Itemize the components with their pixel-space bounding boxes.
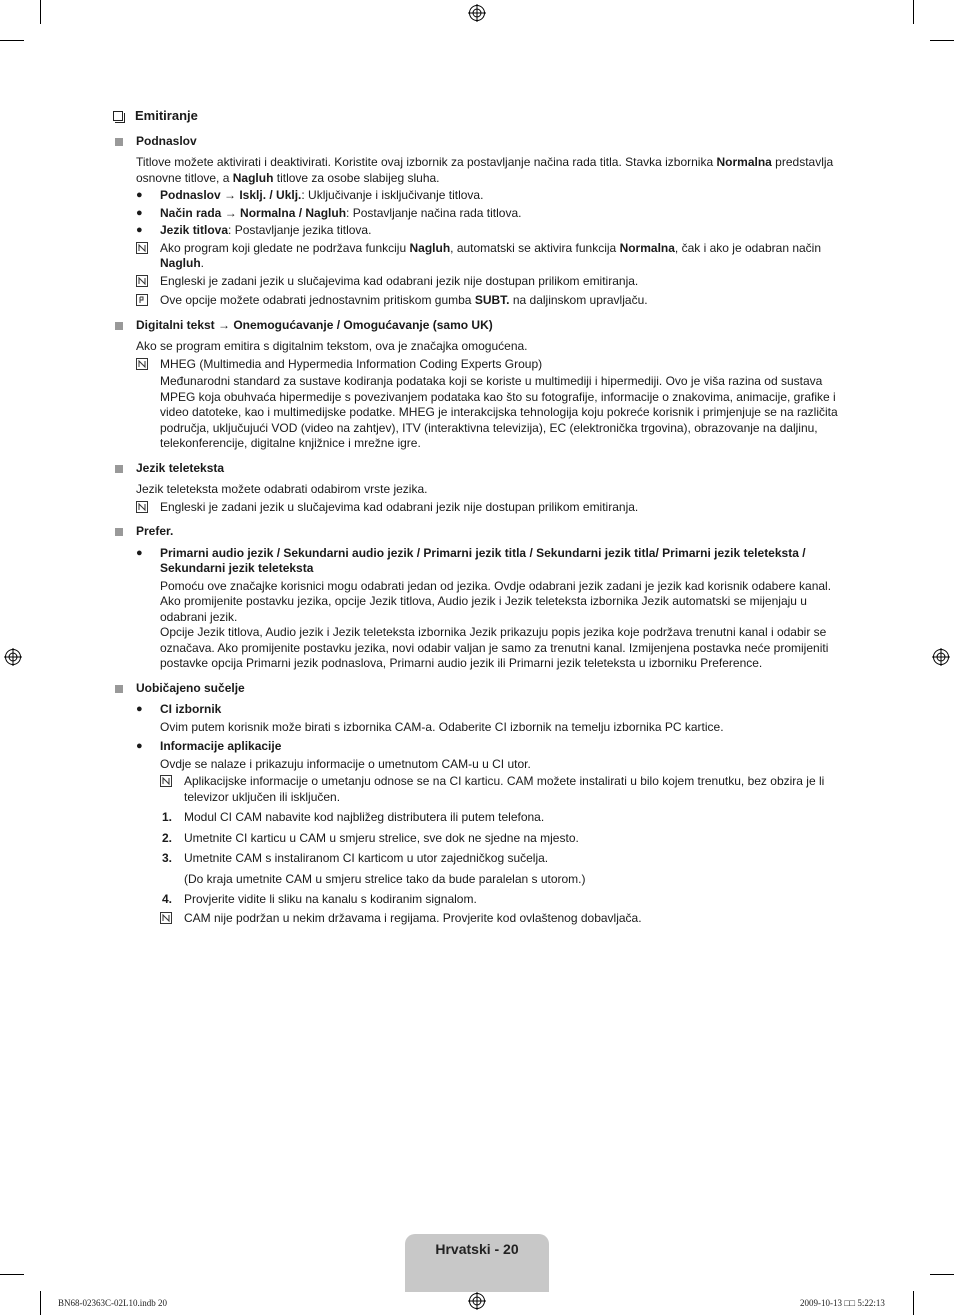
tip-item: Ove opcije možete odabrati jednostavnim pritiskom gumba SUBT. na daljinskom upravljaču. bbox=[136, 293, 847, 309]
paragraph: Jezik teleteksta možete odabrati odabirom vrste jezika. bbox=[136, 482, 428, 496]
print-slug-left: BN68-02363C-02L10.indb 20 bbox=[58, 1298, 167, 1308]
note-item: Engleski je zadani jezik u slučajevima kad odabrani jezik nije dostupan prilikom emitiranja. bbox=[136, 500, 847, 516]
note-item: MHEG (Multimedia and Hypermedia Information Coding Experts Group) bbox=[136, 357, 847, 373]
paragraph: Titlove možete aktivirati i deaktivirati. Koristite ovaj izbornik za postavljanje načina rada titla. Stavka izbornika Normalna predstavlja osnovne titlove, a Nagluh titlove za osobe slabijeg sluha. bbox=[136, 155, 834, 185]
list-item: ● CI izbornik bbox=[136, 702, 222, 716]
note-icon bbox=[136, 275, 148, 287]
paragraph: Ovdje se nalaze i prikazuju informacije o umetnutom CAM-u u CI utor. bbox=[160, 756, 531, 771]
paragraph: Međunarodni standard za sustave kodiranja podataka koji se koriste u multimediji i hipermediji. Ovo je viša razina od sustava MPEG koja obuhvaća hipermedije s povezivanjem podataka kao što su fotografije, informacije o znakovima, animacije, grafike i video datoteke, kao i multimedijske podatke. MHEG je interakcijska tehnologija koju pokreće korisnik i primjenjuje se na različita područja, uključujući VOD (video na zahtjev), ITV (interaktivna televizija), EC (elektronička trgovina), obrazovanje na daljinu, telekonferencije, digitalne knjižnice i mrežne igre. bbox=[160, 374, 838, 450]
paragraph: Ovim putem korisnik može birati s izbornika CAM-a. Odaberite CI izbornik na temelju izbornika PC kartice. bbox=[160, 719, 724, 734]
section-heading bbox=[112, 108, 847, 124]
subsection-title: Podnaslov bbox=[136, 133, 197, 148]
step-item: 2. Umetnite CI karticu u CAM u smjeru strelice, sve dok ne sjedne na mjesto. bbox=[162, 830, 579, 845]
paragraph: Pomoću ove značajke korisnici mogu odabrati jedan od jezika. Ovdje odabrani jezik zadani je jezik kad korisnik odabere kanal. Ako promijenite postavku jezika, opcije Jezik titlova, Audio jezik i Jezik teleteksta izbornika Jezik automatski se mijenjaju u odabrani jezik. bbox=[160, 578, 832, 624]
square-bullet-icon bbox=[115, 528, 123, 536]
square-bullet-icon bbox=[115, 685, 123, 693]
page-content bbox=[112, 108, 847, 926]
note-icon bbox=[136, 358, 148, 370]
subsection-prefer bbox=[112, 524, 847, 672]
step-item: 3. Umetnite CAM s instaliranom CI karticom u utor zajedničkog sučelja. bbox=[162, 851, 549, 865]
note-icon bbox=[160, 775, 172, 787]
note-icon bbox=[160, 912, 172, 924]
square-bullet-icon bbox=[115, 465, 123, 473]
crop-mark bbox=[913, 0, 914, 24]
square-bullet-icon bbox=[115, 138, 123, 146]
step-item: (Do kraja umetnite CAM u smjeru strelice tako da bude paralelan s utorom.) bbox=[184, 871, 586, 886]
remote-tip-icon bbox=[136, 294, 148, 306]
crop-mark bbox=[930, 40, 954, 41]
subsection-digitalni-tekst bbox=[112, 318, 847, 452]
bullet-icon: ● bbox=[136, 224, 143, 236]
subsection-title: Uobičajeno sučelje bbox=[136, 680, 245, 695]
crop-mark bbox=[0, 40, 24, 41]
list-item: ● Informacije aplikacije bbox=[136, 739, 282, 753]
crop-mark bbox=[0, 1274, 24, 1275]
section-title: Emitiranje bbox=[135, 108, 198, 123]
note-icon bbox=[136, 242, 148, 254]
crop-mark bbox=[930, 1274, 954, 1275]
list-item: ● Primarni audio jezik / Sekundarni audio jezik / Primarni jezik titla / Sekundarni jezik titla/ Primarni jezik teleteksta / Sekundarni jezik teleteksta bbox=[136, 545, 806, 575]
note-icon bbox=[136, 501, 148, 513]
page-number-tab bbox=[405, 1234, 549, 1292]
list-item: ● Podnaslov → Isklj. / Uklj.: Uključivanje i isključivanje titlova. bbox=[136, 188, 484, 202]
crop-mark bbox=[913, 1291, 914, 1315]
note-item: Ako program koji gledate ne podržava funkciju Nagluh, automatski se aktivira funkcija Normalna, čak i ako je odabran način Nagluh. bbox=[136, 241, 847, 272]
list-item: ● Način rada → Normalna / Nagluh: Postavljanje načina rada titlova. bbox=[136, 205, 522, 220]
crop-mark bbox=[40, 0, 41, 24]
bullet-icon: ● bbox=[136, 703, 143, 715]
subsection-title: Jezik teleteksta bbox=[136, 460, 225, 475]
subsection-title: Digitalni tekst → Onemogućavanje / Omogućavanje (samo UK) bbox=[136, 317, 493, 332]
registration-mark-icon bbox=[468, 4, 486, 22]
square-bullet-icon bbox=[115, 322, 123, 330]
registration-mark-icon bbox=[4, 648, 22, 666]
note-item: Aplikacijske informacije o umetanju odnose se na CI karticu. CAM možete instalirati u bilo kojem trenutku, bez obzira je li televizor uključen ili isključen. bbox=[160, 774, 847, 805]
paragraph: Opcije Jezik titlova, Audio jezik i Jezik teleteksta izbornika Jezik prikazuju popis jezika koje podržava trenutni kanal i odabir se označava. Ako promijenite postavku jezika, novi odabir valjan je samo za trenutni kanal. Izmijenjena postavka neće promijeniti postavke opcija Primarni jezik podnaslova, Primarni audio jezik ili Primarni jezik teleteksta u izborniku Preference. bbox=[160, 625, 829, 670]
paragraph: Ako se program emitira s digitalnim tekstom, ova je značajka omogućena. bbox=[136, 339, 528, 353]
print-slug-right: 2009-10-13 □□ 5:22:13 bbox=[800, 1298, 885, 1308]
registration-mark-icon bbox=[932, 648, 950, 666]
bullet-icon: ● bbox=[136, 740, 143, 752]
subsection-podnaslov bbox=[112, 134, 847, 309]
list-item: ● Jezik titlova: Postavljanje jezika titlova. bbox=[136, 223, 372, 237]
crop-mark bbox=[40, 1291, 41, 1315]
checkbox-icon bbox=[113, 111, 123, 121]
subsection-title: Prefer. bbox=[136, 524, 174, 538]
note-item: CAM nije podržan u nekim državama i regijama. Provjerite kod ovlaštenog dobavljača. bbox=[160, 911, 847, 927]
page-number: Hrvatski - 20 bbox=[435, 1241, 519, 1257]
step-item: 4. Provjerite vidite li sliku na kanalu s kodiranim signalom. bbox=[162, 892, 477, 906]
registration-mark-icon bbox=[468, 1292, 486, 1310]
subsection-uobicajeno-sucelje bbox=[112, 681, 847, 927]
bullet-icon: ● bbox=[136, 206, 143, 219]
step-item: 1. Modul CI CAM nabavite kod najbližeg distributera ili putem telefona. bbox=[162, 810, 545, 824]
note-item: Engleski je zadani jezik u slučajevima kad odabrani jezik nije dostupan prilikom emitiranja. bbox=[136, 274, 847, 290]
subsection-jezik-teleteksta bbox=[112, 461, 847, 516]
bullet-icon: ● bbox=[136, 189, 143, 201]
bullet-icon: ● bbox=[136, 546, 143, 559]
